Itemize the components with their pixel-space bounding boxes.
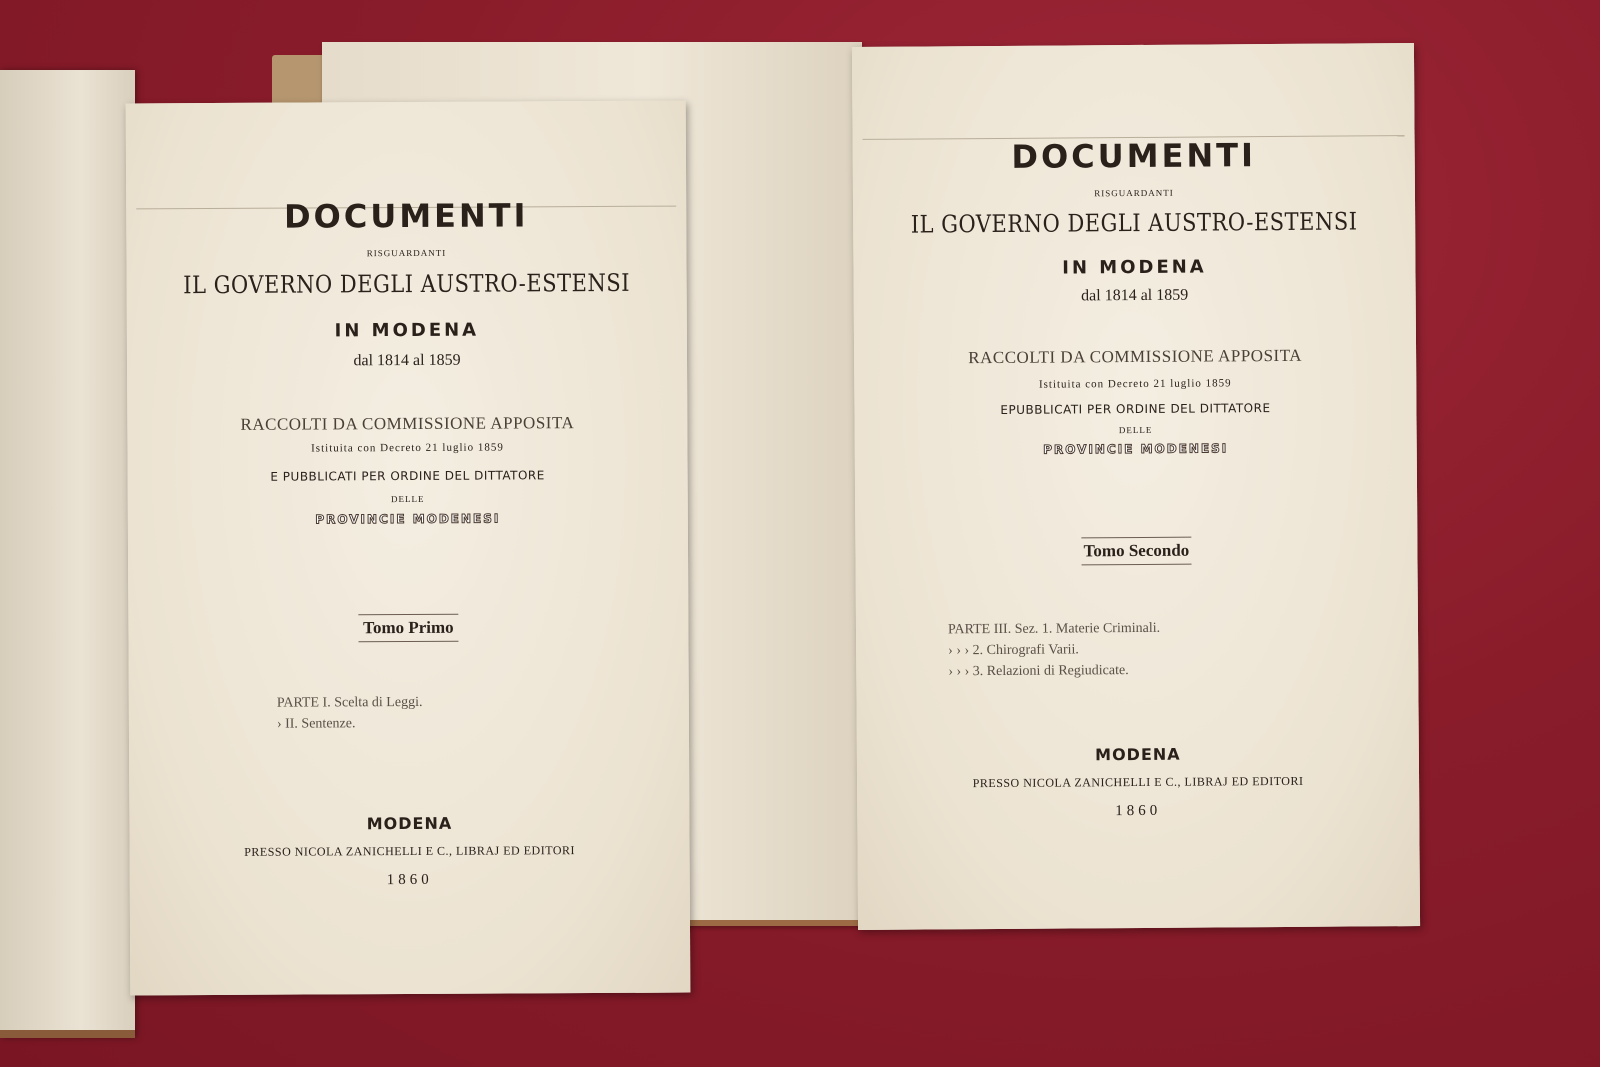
collected-text: RACCOLTI DA COMMISSIONE APPOSITA — [240, 413, 575, 434]
provinces-text: PROVINCIE MODENESI — [315, 511, 501, 527]
left-book-edge — [0, 70, 135, 1038]
risguardanti-text: RISGUARDANTI — [1094, 187, 1174, 199]
imprint-city: MODENA — [366, 813, 453, 834]
subject-text: IL GOVERNO DEGLI AUSTRO-ESTENSI — [183, 269, 631, 299]
title-page-volume-2 — [852, 43, 1420, 930]
tomo-block — [855, 535, 1417, 567]
subject-text: IL GOVERNO DEGLI AUSTRO-ESTENSI — [910, 207, 1358, 239]
part-line: PARTE I. Scelta di Leggi. — [276, 694, 423, 711]
city-text: IN MODENA — [1062, 256, 1207, 279]
risguardanti-text: RISGUARDANTI — [366, 247, 447, 259]
publisher-text: PRESSO NICOLA ZANICHELLI E C., LIBRAJ ED EDITORI — [244, 843, 576, 859]
part-line: › › › 3. Relazioni di Regiudicate. — [948, 663, 1129, 680]
tomo-rule-top — [358, 614, 458, 616]
year-text: 1860 — [386, 871, 433, 889]
book-title: DOCUMENTI — [1011, 136, 1257, 176]
imprint-city: MODENA — [1095, 744, 1181, 765]
tomo-block — [128, 613, 688, 644]
tomo-label: Tomo Primo — [363, 617, 454, 638]
tomo-rule-bottom — [1082, 564, 1192, 566]
delle-text: DELLE — [390, 493, 425, 505]
tomo-rule-bottom — [358, 641, 458, 643]
dates-text: dal 1814 al 1859 — [1081, 286, 1189, 305]
published-text: EPUBBLICATI PER ORDINE DEL DITTATORE — [1000, 401, 1271, 417]
city-text: IN MODENA — [334, 319, 480, 342]
part-line: › II. Sentenze. — [276, 716, 356, 732]
decree-text: Istituita con Decreto 21 luglio 1859 — [1038, 377, 1232, 391]
published-text: E PUBBLICATI PER ORDINE DEL DITTATORE — [270, 468, 545, 484]
dates-text: dal 1814 al 1859 — [353, 351, 461, 370]
year-text: 1860 — [1115, 802, 1162, 820]
parts-list — [277, 691, 689, 735]
publisher-text: PRESSO NICOLA ZANICHELLI E C., LIBRAJ ED EDITORI — [972, 773, 1304, 791]
provinces-text: PROVINCIE MODENESI — [1043, 441, 1229, 457]
decree-text: Istituita con Decreto 21 luglio 1859 — [311, 441, 504, 455]
part-line: › › › 2. Chirografi Varii. — [948, 642, 1079, 659]
part-line: PARTE III. Sez. 1. Materie Criminali. — [947, 620, 1161, 638]
collected-text: RACCOLTI DA COMMISSIONE APPOSITA — [968, 345, 1303, 368]
tomo-rule-top — [1081, 537, 1191, 539]
parts-list — [948, 616, 1418, 682]
title-page-volume-1 — [126, 101, 691, 996]
delle-text: DELLE — [1118, 424, 1153, 436]
tomo-label: Tomo Secondo — [1083, 540, 1190, 561]
book-title: DOCUMENTI — [283, 196, 529, 236]
